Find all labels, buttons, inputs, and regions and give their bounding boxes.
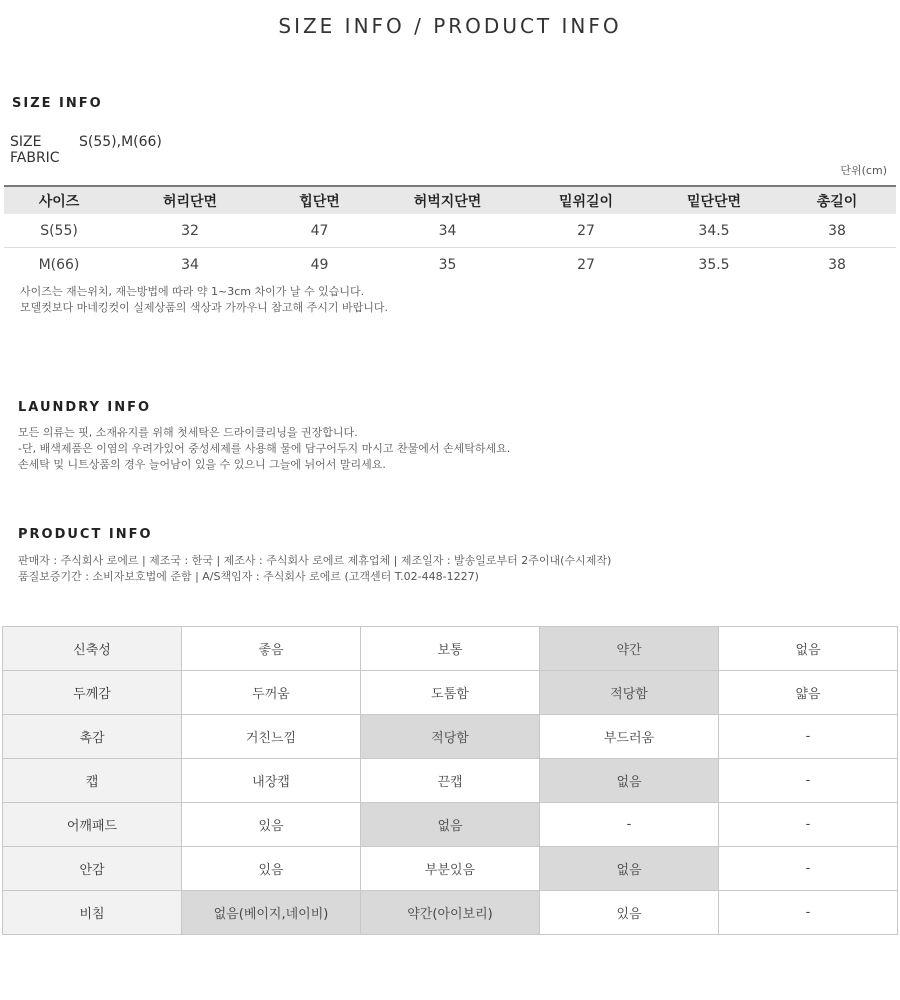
attribute-row	[3, 715, 898, 759]
attribute-option: 거친느낌	[182, 715, 361, 759]
size-table-cell: 32	[114, 214, 266, 248]
attribute-option: 얇음	[719, 671, 898, 715]
attribute-option: -	[719, 891, 898, 935]
size-table-cell: 35	[438, 256, 457, 273]
size-table-container	[4, 185, 896, 281]
attribute-option-selected: 없음	[540, 759, 719, 803]
attribute-name: 어깨패드	[3, 803, 182, 847]
laundry-line: 손세탁 및 니트상품의 경우 늘어남이 있을 수 있으니 그늘에 뉘어서 말리세요.	[18, 458, 386, 471]
fabric-label: FABRIC	[10, 150, 60, 166]
attribute-row	[3, 803, 898, 847]
unit-label: 단위(cm)	[840, 164, 887, 177]
attribute-option-selected: 약간	[540, 627, 719, 671]
attribute-option: 부드러움	[540, 715, 719, 759]
size-label: SIZE	[10, 134, 42, 150]
product-line: 판매자 : 주식회사 로에르 | 제조국 : 한국 | 제조사 : 주식회사 로에르 제휴업체 | 제조일자 : 발송일로부터 2주이내(수시제작)	[18, 554, 612, 567]
size-table-cell: S(55)	[4, 214, 114, 248]
attribute-option: 보통	[361, 627, 540, 671]
attribute-option: -	[719, 803, 898, 847]
size-info-title: SIZE INFO	[12, 96, 103, 111]
size-value: S(55),M(66)	[79, 134, 162, 150]
size-table-cell: 47	[266, 214, 373, 248]
page-title: SIZE INFO / PRODUCT INFO	[278, 14, 622, 38]
attribute-name: 비침	[3, 891, 182, 935]
size-table-cell: 27	[522, 214, 650, 248]
attribute-option: 부분있음	[361, 847, 540, 891]
attribute-option-selected: 없음(베이지,네이비)	[182, 891, 361, 935]
table-row	[4, 214, 896, 248]
attribute-option: 있음	[540, 891, 719, 935]
attribute-row	[3, 891, 898, 935]
laundry-line: 모든 의류는 핏, 소재유지를 위해 첫세탁은 드라이클리닝을 권장합니다.	[18, 426, 358, 439]
attribute-name: 신축성	[3, 627, 182, 671]
size-table	[4, 185, 896, 281]
attribute-option: -	[719, 759, 898, 803]
laundry-notes	[18, 425, 510, 473]
laundry-line: -단, 배색제품은 이염의 우려가있어 중성세제를 사용해 물에 담구어두지 마시고 찬물에서 손세탁하세요.	[18, 442, 511, 455]
attribute-option: 있음	[182, 847, 361, 891]
laundry-info-title: LAUNDRY INFO	[18, 400, 152, 415]
attribute-option: 좋음	[182, 627, 361, 671]
product-info-title: PRODUCT INFO	[18, 527, 153, 542]
size-table-header: 총길이	[778, 186, 896, 214]
size-table-header-row	[4, 186, 896, 214]
attribute-option-selected: 없음	[361, 803, 540, 847]
attribute-name: 안감	[3, 847, 182, 891]
size-table-header: 허리단면	[114, 186, 266, 214]
size-table-cell: 27	[577, 256, 595, 273]
attribute-option: 내장캡	[182, 759, 361, 803]
attribute-option: 도톰함	[361, 671, 540, 715]
attribute-name: 두께감	[3, 671, 182, 715]
size-table-cell: M(66)	[38, 256, 80, 273]
size-table-header: 힙단면	[266, 186, 373, 214]
attribute-option-selected: 적당함	[361, 715, 540, 759]
product-notes	[18, 553, 611, 585]
size-table-header: 사이즈	[4, 186, 114, 214]
attribute-option: 두꺼움	[182, 671, 361, 715]
size-table-header: 허벅지단면	[373, 186, 522, 214]
attribute-name: 캡	[3, 759, 182, 803]
table-row	[4, 248, 896, 282]
attribute-option-selected: 없음	[540, 847, 719, 891]
attribute-option: -	[719, 847, 898, 891]
size-table-cell: 49	[310, 256, 329, 273]
attribute-option-selected: 적당함	[540, 671, 719, 715]
attribute-row	[3, 847, 898, 891]
attribute-option: -	[540, 803, 719, 847]
attribute-table-container	[2, 626, 898, 935]
size-table-cell: 38	[828, 256, 846, 273]
attribute-option: 있음	[182, 803, 361, 847]
size-note-line: 모델컷보다 마네킹컷이 실제상품의 색상과 가까우니 참고해 주시기 바랍니다.	[20, 301, 389, 314]
attribute-row	[3, 627, 898, 671]
attribute-name: 촉감	[3, 715, 182, 759]
size-table-cell: 34	[373, 214, 522, 248]
attribute-table	[2, 626, 898, 935]
attribute-row	[3, 759, 898, 803]
size-table-header: 밑단단면	[650, 186, 778, 214]
attribute-row	[3, 671, 898, 715]
size-table-cell: 35.5	[698, 256, 730, 273]
attribute-option-selected: 약간(아이보리)	[361, 891, 540, 935]
size-table-cell: 34.5	[650, 214, 778, 248]
size-note-line: 사이즈는 재는위치, 재는방법에 따라 약 1~3cm 차이가 날 수 있습니다.	[20, 285, 365, 298]
size-table-cell: 34	[181, 256, 199, 273]
size-notes	[20, 284, 388, 316]
attribute-option: 끈캡	[361, 759, 540, 803]
size-table-cell: 38	[778, 214, 896, 248]
attribute-option: -	[719, 715, 898, 759]
size-table-header: 밑위길이	[522, 186, 650, 214]
attribute-option: 없음	[719, 627, 898, 671]
product-line: 품질보증기간 : 소비자보호법에 준함 | A/S책임자 : 주식회사 로에르 (고객센터 T.02-448-1227)	[18, 570, 479, 583]
